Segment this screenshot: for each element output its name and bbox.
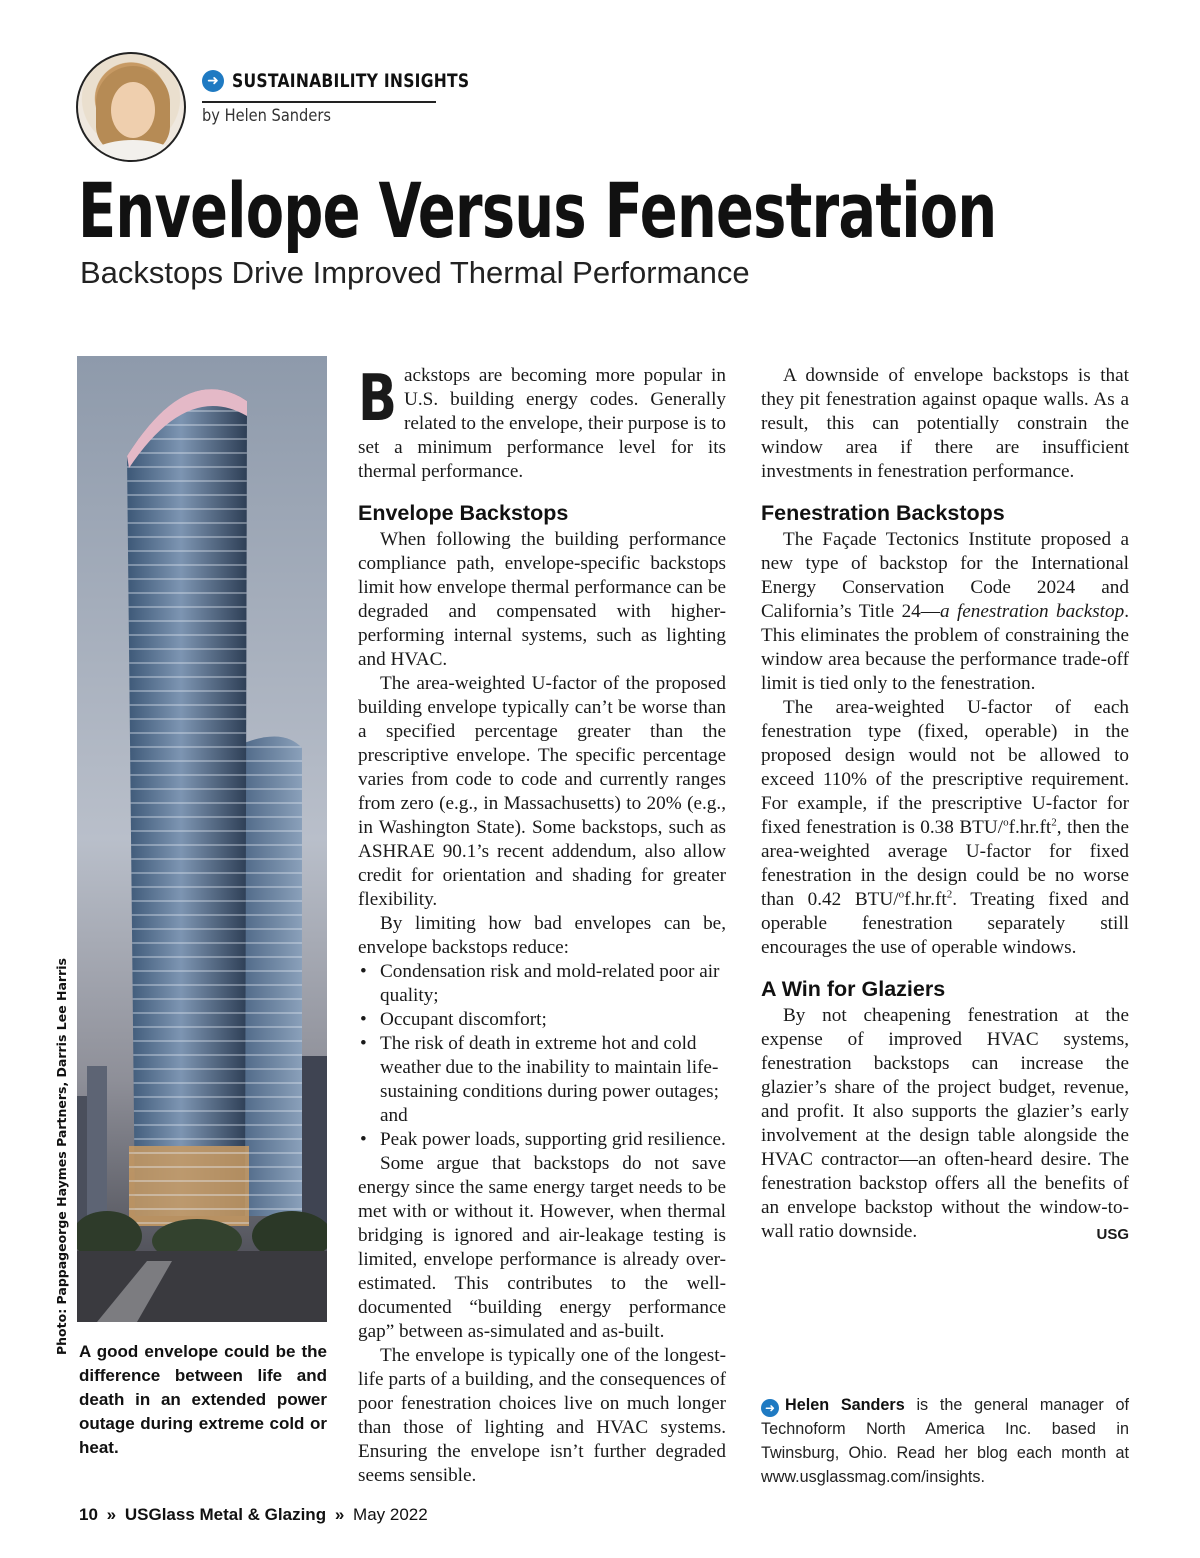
footer-separator: »	[334, 1505, 345, 1524]
list-item: • Occupant discomfort;	[358, 1008, 726, 1032]
magazine-name: USGlass Metal & Glazing	[124, 1505, 327, 1524]
author-bio	[761, 1393, 1129, 1489]
paragraph: The Façade Tectonics Institute proposed a new type of backstop for the International Energy Conservation Code 2024 and California’s Title 24—a fenestration backstop. This eliminates the problem of constraining the window area because the performance trade-off limit is tied only to the fenestration.	[761, 529, 1129, 694]
kicker-rule	[202, 101, 436, 103]
heading-fenestration-backstops: Fenestration Backstops	[761, 501, 1005, 525]
article-title: Envelope Versus Fenestration	[78, 166, 997, 255]
bio-text: is the general manager of Technoform North America Inc. based in Twinsburg, Ohio. Read her blog each month at www.usglassmag.com/insights.	[761, 1396, 1129, 1486]
end-mark: USG	[1096, 1226, 1129, 1243]
heading-envelope-backstops: Envelope Backstops	[358, 501, 569, 525]
kicker-text: SUSTAINABILITY INSIGHTS	[232, 70, 470, 92]
intro-text: ackstops are becoming more popular in U.S. building energy codes. Generally related to the envelope, their purpose is to set a minimum performance level for its thermal performance.	[358, 365, 726, 482]
page-number: 10	[79, 1505, 98, 1524]
drop-cap: B	[358, 362, 398, 436]
issue-date: May 2022	[353, 1505, 428, 1524]
article-column-2	[761, 364, 1129, 1247]
paragraph: The area-weighted U-factor of each fenestration type (fixed, operable) in the proposed design would not be allowed to exceed 110% of the prescriptive requirement. For example, if the prescriptive U-factor for fixed fenestration is 0.38 BTU/$^of.hr.ft^2$, then the area-weighted average U-factor for fixed fenestration in the design could be no worse than 0.42 BTU/$^of.hr.ft^2$. Treating fixed and operable fenestration separately still encourages the use of operable windows.	[761, 697, 1129, 958]
article-subtitle: Backstops Drive Improved Thermal Performance	[80, 255, 750, 290]
paragraph: By not cheapening fenestration at the expense of improved HVAC systems, fenestration backstops can increase the glazier’s share of the project budget, revenue, and profit. It also supports the glazier’s early involvement at the design table alongside the HVAC contractor—an often-heard desire. The fenestration backstop offers all the benefits of an envelope backstop without the window-to-wall ratio downside. USG	[761, 1004, 1129, 1244]
list-item: • Peak power loads, supporting grid resilience.	[358, 1128, 726, 1152]
arrow-right-circle-icon: ➜	[761, 1399, 779, 1417]
paragraph: The area-weighted U-factor of the proposed building envelope typically can’t be worse than a specified percentage greater than the prescriptive envelope. The specific percentage varies from code to code and currently ranges from zero (e.g., in Massachusetts) to 20% (e.g., in Washington State). Some backstops, such as ASHRAE 90.1’s recent addendum, also allow credit for orientation and shading for greater flexibility.	[358, 673, 726, 910]
page-footer	[79, 1505, 428, 1525]
paragraph: By limiting how bad envelopes can be, envelope backstops reduce:	[358, 913, 726, 958]
paragraph: Some argue that backstops do not save energy since the same energy target needs to be met with or without it. However, when thermal bridging is ignored and air-leakage testing is limited, envelope performance is already over-estimated. This contributes to the well-documented “building energy performance gap” between as-simulated and as-built.	[358, 1153, 726, 1342]
photo-caption: A good envelope could be the difference between life and death in an extended power outage during extreme cold or heat.	[79, 1342, 327, 1457]
paragraph: The envelope is typically one of the longest-life parts of a building, and the consequences of poor fenestration choices live on much longer than those of lighting and HVAC systems. Ensuring the envelope isn’t further degraded seems sensible.	[358, 1345, 726, 1486]
bio-name: Helen Sanders	[785, 1396, 905, 1414]
list-item: • The risk of death in extreme hot and cold weather due to the inability to maintain life-sustaining conditions during power outages; and	[358, 1032, 726, 1128]
intro-paragraph	[358, 364, 726, 484]
heading-a-win-for-glaziers: A Win for Glaziers	[761, 977, 946, 1001]
article-column-1	[358, 364, 726, 1488]
tower-photo	[77, 356, 327, 1322]
footer-separator: »	[106, 1505, 117, 1524]
byline: by Helen Sanders	[202, 106, 331, 126]
photo-credit: Photo: Pappageorge Haymes Partners, Darris Lee Harris	[54, 958, 69, 1355]
paragraph: A downside of envelope backstops is that they pit fenestration against opaque walls. As a result, this can potentially constrain the window area if there are insufficient investments in fenestration performance.	[761, 365, 1129, 482]
author-avatar	[76, 52, 186, 162]
list-item: • Condensation risk and mold-related poor air quality;	[358, 960, 726, 1008]
benefit-list	[358, 960, 726, 1152]
arrow-right-circle-icon: ➜	[202, 70, 224, 92]
column-kicker	[202, 70, 522, 92]
paragraph: When following the building performance compliance path, envelope-specific backstops limit how envelope thermal performance can be degraded and compensated with higher-performing internal systems, such as lighting and HVAC.	[358, 529, 726, 670]
